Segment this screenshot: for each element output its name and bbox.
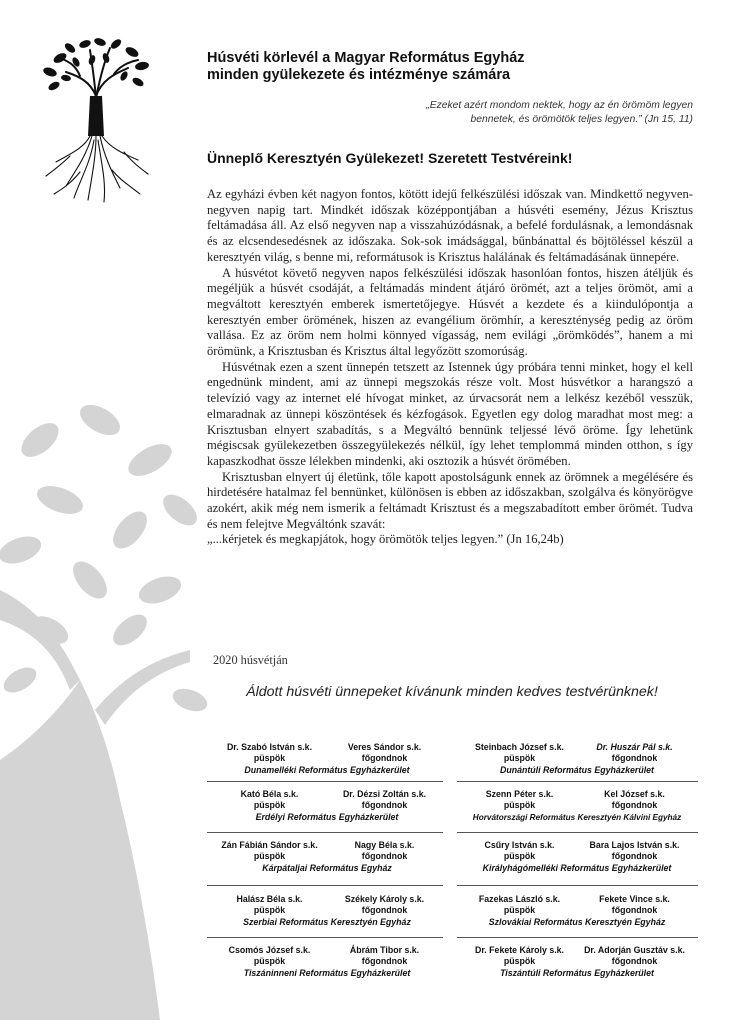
paragraph: Az egyházi évben két nagyon fontos, kötött idejű felkészülési időszak van. Mindkettő negyven-negyven napig tart. Mindkét időszak középpontjában a húsvéti esemény, Jézus Krisztus feltámadása áll. Az első negyven nap a visszahúzódásnak, a befelé fordulásnak, a lemondásnak és az elcsendesedésnek az időszaka. Sok-sok imádsággal, bűnbánattal és böjtöléssel készül a keresztyén világ, s benne mi, reformátusok is Krisztus halálának és feltámadásának ünnepére. [207,187,693,264]
bishop-name: Csomós József s.k. [228,945,311,955]
signature-block [462,945,692,979]
bishop-title: püspök [253,851,286,861]
greeting-heading: Ünneplő Keresztyén Gyülekezet! Szeretett Testvéreink! [207,150,573,166]
curator-title: főgondnok [361,800,408,810]
letter-date: 2020 húsvétján [213,653,288,667]
motto-line-1: „Ezeket azért mondom nektek, hogy az én örömöm legyen [426,100,693,111]
bishop-title: püspök [503,851,536,861]
bishop-title: püspök [253,800,286,810]
district-name: Horvátországi Református Keresztyén Kálvini Egyház [472,813,682,822]
bishop-title: püspök [253,956,286,966]
easter-wish: Áldott húsvéti ünnepeket kívánunk minden kedves testvérünknek! [246,684,658,700]
district-name: Királyhágómelléki Református Egyházkerület [482,863,672,873]
bishop-title: püspök [503,800,536,810]
curator-title: főgondnok [611,905,658,915]
divider [207,885,443,886]
letter-title [207,50,687,84]
bishop-name: Kató Béla s.k. [240,789,299,799]
curator-title: főgondnok [611,753,658,763]
bible-motto [293,99,693,126]
bishop-title: püspök [503,956,536,966]
divider [207,832,443,833]
signature-block [462,789,692,823]
bishop-title: püspök [253,905,286,915]
curator-name: Dr. Huszár Pál s.k. [596,742,673,752]
letter-body [207,187,693,548]
signature-block [212,894,442,928]
signature-block [462,742,692,776]
bishop-name: Dr. Szabó István s.k. [226,742,313,752]
curator-name: Bara Lajos István s.k. [589,840,680,850]
district-name: Erdélyi Református Egyházkerület [255,812,399,822]
curator-title: főgondnok [361,905,408,915]
district-name: Tiszáninneni Református Egyházkerület [243,968,411,978]
bishop-name: Szenn Péter s.k. [485,789,554,799]
district-name: Dunántúli Református Egyházkerület [500,765,654,775]
curator-name: Dr. Adorján Gusztáv s.k. [584,945,685,955]
divider [457,885,698,886]
divider [457,781,698,782]
paragraph: A húsvétot követő negyven napos felkészülési időszak hasonlóan fontos, hiszen átéljük és megéljük a húsvét csodáját, a feltámadás mindent átjáró örömét, azt a teljes örömöt, ami a megváltott keresztyén emberek ismertetőjegye. Húsvét a kezdete és a kiindulópontja a keresztyén ember örömének, hiszen az evangélium örömhír, a kereszténység pedig az öröm vallása. Ez az öröm nem holmi könnyed vígasság, nem evilági „örömködés”, hanem a mi örömünk, a Krisztusban és Krisztus által legyőzött szomorúság. [207,265,693,359]
divider [207,781,443,782]
signature-block [462,840,692,874]
curator-name: Székely Károly s.k. [344,894,425,904]
signature-block [212,840,442,874]
tree-logo [40,36,152,204]
bishop-name: Dr. Fekete Károly s.k. [475,945,564,955]
bishop-name: Steinbach József s.k. [475,742,564,752]
paragraph: Krisztusban elnyert új életünk, tőle kapott apostolságunk ennek az örömnek a megélésére és hirdetésére hatalmaz fel bennünket, különösen is ebben az időszakban, szolgálva és könyörögve azokért, akik még nem ismerik a feltámadt Krisztust és a megszabadított ember örömét. Tudva és nem felejtve Megváltónk szavát: [207,469,693,531]
background-tree-illustration [0,380,210,1020]
title-line-1: Húsvéti körlevél a Magyar Református Egyház [207,50,525,66]
curator-title: főgondnok [611,800,658,810]
signature-block [212,742,442,776]
curator-name: Fekete Vince s.k. [599,894,670,904]
curator-name: Veres Sándor s.k. [347,742,422,752]
curator-title: főgondnok [361,753,408,763]
signature-block [462,894,692,928]
title-line-2: minden gyülekezete és intézménye számára [207,67,511,83]
district-name: Szerbiai Református Keresztyén Egyház [243,917,411,927]
curator-title: főgondnok [611,956,658,966]
divider [457,937,698,938]
district-name: Tiszántúli Református Egyházkerület [500,968,654,978]
bishop-title: püspök [503,753,536,763]
motto-line-2: bennetek, és örömötök teljes legyen.” (Jn 15, 11) [470,113,693,125]
bishop-name: Halász Béla s.k. [236,894,303,904]
district-name: Szlovákiai Református Keresztyén Egyház [488,917,666,927]
closing-quote: „...kérjetek és megkapjátok, hogy örömötök teljes legyen.” (Jn 16,24b) [207,532,564,547]
curator-name: Dr. Dézsi Zoltán s.k. [342,789,427,799]
bishop-title: püspök [503,905,536,915]
curator-title: főgondnok [361,956,408,966]
paragraph: Húsvétnak ezen a szent ünnepén tetszett az Istennek úgy próbára tenni minket, hogy el kell engednünk mindent, ami az ünnepi megszokás része volt. Most húsvétkor a harangszó a televízió vagy az internet elé hívogat minket, az úrvacsorát nem a lelkész kezéből vesszük, elmaradnak az ünnepi köszöntések és kézfogások. Egyetlen egy dolog maradhat most meg: a Krisztusban elnyert szabadítás, s a Megváltó bennünk teljessé lévő öröme. Így lehetünk mégiscsak gyülekezetben összegyülekezés nélkül, így lehet templommá minden otthon, s így kapaszkodhat össze lélekben mindenki, aki osztozik a húsvét örömében. [207,359,693,468]
curator-name: Kel József s.k. [604,789,665,799]
bishop-name: Csűry István s.k. [484,840,555,850]
signature-block [212,789,442,823]
divider [207,937,443,938]
district-name: Kárpátaljai Református Egyház [262,863,392,873]
curator-name: Ábrám Tibor s.k. [349,945,420,955]
bishop-name: Fazekas László s.k. [478,894,561,904]
divider [457,832,698,833]
district-name: Dunamelléki Református Egyházkerület [244,765,410,775]
bishop-name: Zán Fábián Sándor s.k. [221,840,318,850]
curator-title: főgondnok [361,851,408,861]
curator-name: Nagy Béla s.k. [354,840,415,850]
bishop-title: püspök [253,753,286,763]
curator-title: főgondnok [611,851,658,861]
signature-block [212,945,442,979]
